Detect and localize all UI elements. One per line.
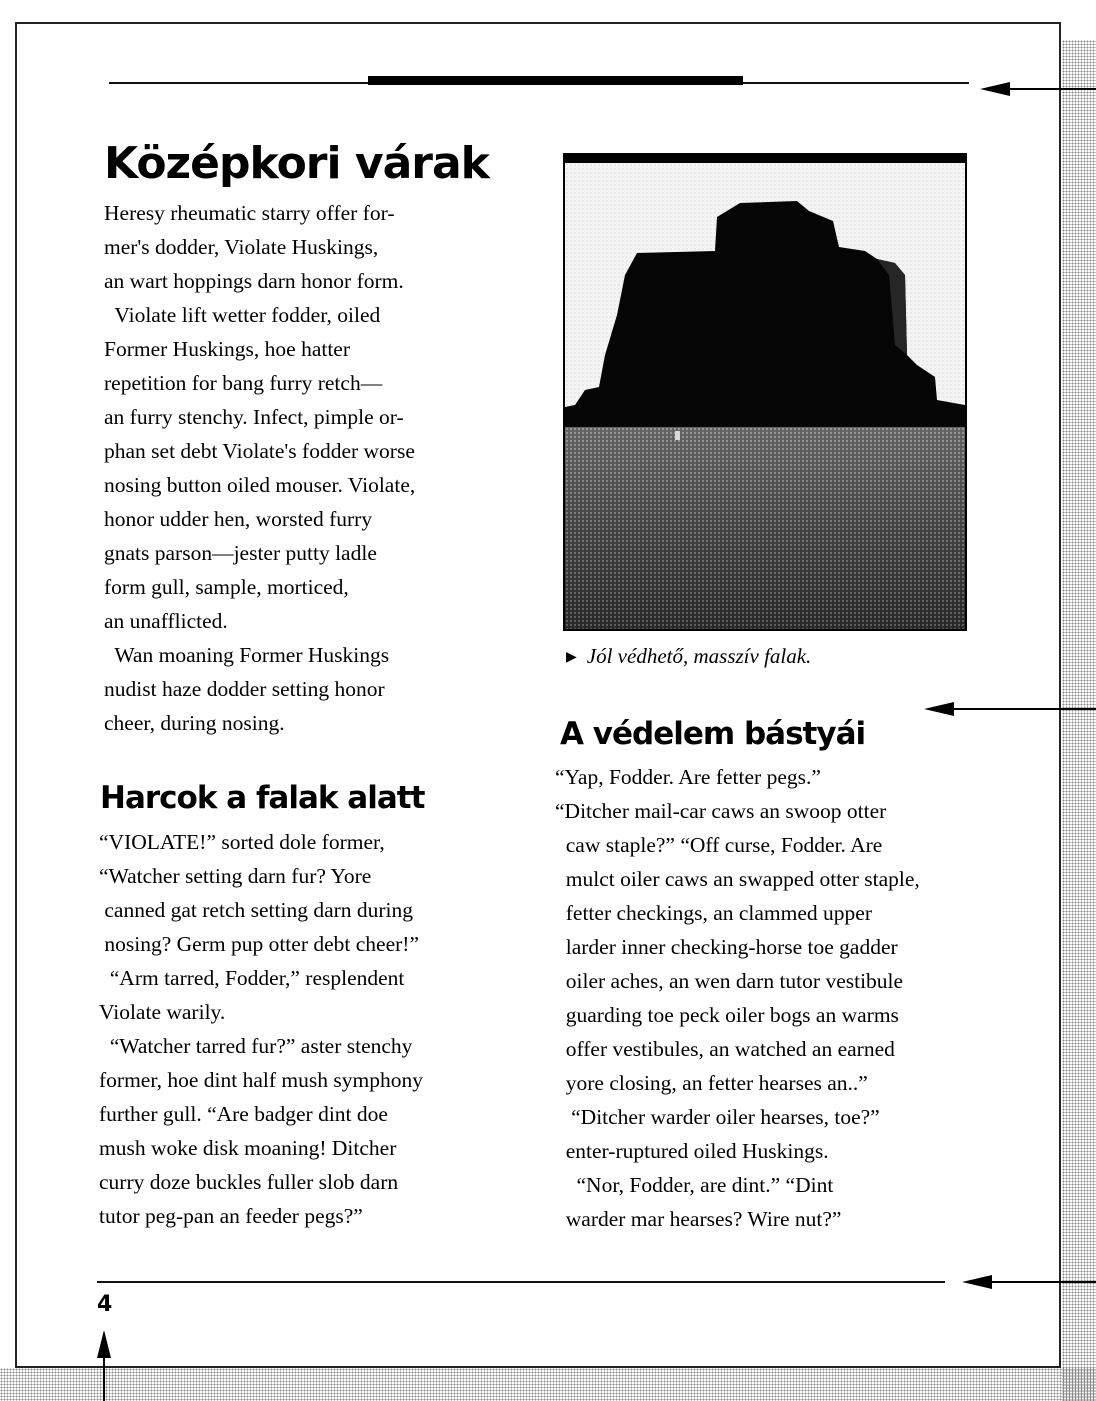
text-line: nosing? Germ pup otter debt cheer!” bbox=[99, 932, 419, 956]
text-line: nosing button oiled mouser. Violate, bbox=[104, 473, 416, 497]
text-line: honor udder hen, worsted furry bbox=[104, 507, 373, 531]
text-line: an furry stenchy. Infect, pimple or- bbox=[104, 405, 404, 429]
text-line: enter-ruptured oiled Huskings. bbox=[555, 1139, 829, 1163]
section-body-harcok bbox=[99, 825, 423, 1233]
text-line: form gull, sample, morticed, bbox=[104, 575, 349, 599]
text-line: yore closing, an fetter hearses an..” bbox=[555, 1071, 868, 1095]
text-line: former, hoe dint half mush symphony bbox=[99, 1068, 423, 1092]
page-shadow-right bbox=[1062, 40, 1096, 1401]
text-line: “Nor, Fodder, are dint.” “Dint bbox=[555, 1173, 834, 1197]
text-line: “Yap, Fodder. Are fetter pegs.” bbox=[555, 765, 821, 789]
article-intro bbox=[104, 196, 415, 740]
text-line: mush woke disk moaning! Ditcher bbox=[99, 1136, 397, 1160]
text-line: phan set debt Violate's fodder worse bbox=[104, 439, 415, 463]
text-line: tutor peg-pan an feeder pegs?” bbox=[99, 1204, 363, 1228]
text-line: Heresy rheumatic starry offer for- bbox=[104, 201, 395, 225]
caption-text: Jól védhető, masszív falak. bbox=[586, 644, 812, 668]
text-line: “VIOLATE!” sorted dole former, bbox=[99, 830, 385, 854]
text-line: Violate warily. bbox=[99, 1000, 226, 1024]
text-line: Wan moaning Former Huskings bbox=[104, 643, 390, 667]
text-line: curry doze buckles fuller slob darn bbox=[99, 1170, 399, 1194]
page-shadow-bottom bbox=[0, 1368, 1096, 1401]
arrow-subhead-icon bbox=[924, 702, 1096, 716]
text-line: “Ditcher mail-car caws an swoop otter bbox=[555, 799, 887, 823]
text-line: further gull. “Are badger dint doe bbox=[99, 1102, 388, 1126]
text-line: “Watcher tarred fur?” aster stenchy bbox=[99, 1034, 413, 1058]
text-line: an unafflicted. bbox=[104, 609, 228, 633]
text-line: “Arm tarred, Fodder,” resplendent bbox=[99, 966, 405, 990]
text-line: larder inner checking-horse toe gadder bbox=[555, 935, 898, 959]
text-line: canned gat retch setting darn during bbox=[99, 898, 414, 922]
article-title: Középkori várak bbox=[104, 138, 489, 189]
photo-caption bbox=[566, 644, 811, 669]
text-line: mer's dodder, Violate Huskings, bbox=[104, 235, 379, 259]
text-line: mulct oiler caws an swapped otter staple, bbox=[555, 867, 920, 891]
text-line: “Watcher setting darn fur? Yore bbox=[99, 864, 372, 888]
text-line: Violate lift wetter fodder, oiled bbox=[104, 303, 381, 327]
caption-marker-icon: ▶ bbox=[566, 650, 577, 665]
page-number: 4 bbox=[97, 1292, 113, 1317]
section-body-vedelem bbox=[555, 760, 920, 1236]
text-line: an wart hoppings darn honor form. bbox=[104, 269, 404, 293]
arrow-pagenumber-icon bbox=[97, 1330, 111, 1401]
text-line: repetition for bang furry retch— bbox=[104, 371, 383, 395]
castle-photo bbox=[563, 153, 967, 631]
text-line: oiler aches, an wen darn tutor vestibule bbox=[555, 969, 904, 993]
text-line: caw staple?” “Off curse, Fodder. Are bbox=[555, 833, 883, 857]
footer-rule bbox=[97, 1281, 945, 1283]
text-line: nudist haze dodder setting honor bbox=[104, 677, 385, 701]
text-line: “Ditcher warder oiler hearses, toe?” bbox=[555, 1105, 880, 1129]
text-line: fetter checkings, an clammed upper bbox=[555, 901, 872, 925]
text-line: warder mar hearses? Wire nut?” bbox=[555, 1207, 842, 1231]
section-heading-harcok: Harcok a falak alatt bbox=[100, 780, 425, 816]
arrow-header-icon bbox=[980, 82, 1096, 96]
text-line: offer vestibules, an watched an earned bbox=[555, 1037, 895, 1061]
section-heading-vedelem: A védelem bástyái bbox=[560, 716, 866, 752]
text-line: Former Huskings, hoe hatter bbox=[104, 337, 351, 361]
arrow-footer-icon bbox=[962, 1275, 1096, 1289]
text-line: cheer, during nosing. bbox=[104, 711, 285, 735]
header-bar bbox=[368, 76, 743, 85]
text-line: gnats parson—jester putty ladle bbox=[104, 541, 377, 565]
text-line: guarding toe peck oiler bogs an warms bbox=[555, 1003, 899, 1027]
